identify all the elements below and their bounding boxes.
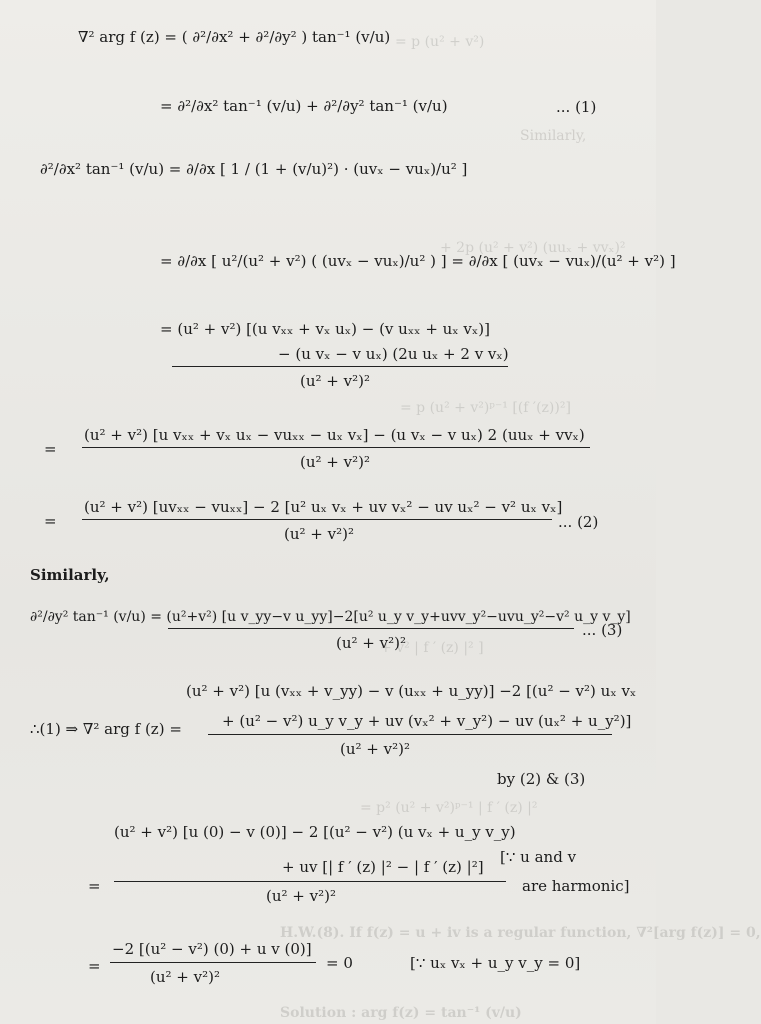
bleed-text: = p (u² + v²) xyxy=(395,34,485,50)
eq-sum-denominator: (u² + v²)² xyxy=(340,740,410,758)
eq-y-denominator: (u² + v²)² xyxy=(336,634,406,652)
eq-split: = ∂²/∂x² tan⁻¹ (v/u) + ∂²/∂y² tan⁻¹ (v/u) xyxy=(160,97,448,115)
fraction-bar xyxy=(114,881,506,882)
eq-x-derivative: ∂²/∂x² tan⁻¹ (v/u) = ∂/∂x [ 1 / (1 + (v/u)²) · (uvₓ − vuₓ)/u² ] xyxy=(40,160,468,178)
fraction-bar xyxy=(82,519,552,520)
bleed-text: = p² (u² + v²)ᵖ⁻¹ | f ′ (z) |² xyxy=(360,800,538,816)
equals-sign: = xyxy=(44,440,57,458)
eq-sum-lhs: ∴(1) ⇒ ∇² arg f (z) = xyxy=(30,720,182,738)
fraction-bar xyxy=(208,734,612,735)
fraction-bar xyxy=(110,962,316,963)
eq-x-numerator-2: − (u vₓ − v uₓ) (2u uₓ + 2 v vₓ) xyxy=(278,345,509,363)
harmonic-note-2: are harmonic] xyxy=(522,877,630,895)
bleed-text: + 2p (u² + v²) (uuₓ + vvₓ)² xyxy=(440,240,626,256)
fraction-bar xyxy=(168,628,574,629)
bleed-text: H.W.(8). If f(z) = u + iv is a regular function, ∇²[arg f(z)] = 0, xyxy=(280,925,761,941)
harmonic-note-1: [∵ u and v xyxy=(500,848,577,866)
eq-sum-numerator-1: (u² + v²) [u (vₓₓ + v_yy) − v (uₓₓ + u_yy)] −2 [(u² − v²) uₓ vₓ xyxy=(186,682,637,700)
bleed-text: Similarly, xyxy=(520,128,587,144)
eq-x-derivative-2: = ∂/∂x [ u²/(u² + v²) ( (uvₓ − vuₓ)/u² ) ] = ∂/∂x [ (uvₓ − vuₓ)/(u² + v²) ] xyxy=(160,252,676,270)
eq-laplacian-arg: ∇² arg f (z) = ( ∂²/∂x² + ∂²/∂y² ) tan⁻¹ (v/u) xyxy=(78,28,391,46)
eq-number-2: ... (2) xyxy=(558,513,599,531)
eq-zero-denominator: (u² + v²)² xyxy=(266,887,336,905)
bleed-text: + v² | f ′ (z) |² ] xyxy=(380,640,484,656)
equals-sign: = xyxy=(88,957,101,975)
eq-expanded-denominator: (u² + v²)² xyxy=(300,453,370,471)
eq-y-derivative: ∂²/∂y² tan⁻¹ (v/u) = (u²+v²) [u v_yy−v u_yy]−2[u² u_y v_y+uvv_y²−uvu_y²−v² u_y v_y] xyxy=(30,609,631,625)
fraction-bar xyxy=(172,366,508,367)
eq-x-numerator-1: = (u² + v²) [(u vₓₓ + vₓ uₓ) − (v uₓₓ + uₓ vₓ)] xyxy=(160,320,490,338)
orthogonality-note: [∵ uₓ vₓ + u_y v_y = 0] xyxy=(410,954,581,972)
bleed-text: = p (u² + v²)ᵖ⁻¹ [(f ′(z))²] xyxy=(400,400,571,416)
eq-number-3: ... (3) xyxy=(582,621,623,639)
similarly-heading: Similarly, xyxy=(30,566,110,584)
eq-expanded-numerator: (u² + v²) [u vₓₓ + vₓ uₓ − vuₓₓ − uₓ vₓ] − (u vₓ − v uₓ) 2 (uuₓ + vvₓ) xyxy=(84,426,585,444)
eq-number-1: ... (1) xyxy=(556,98,597,116)
eq-x-denominator: (u² + v²)² xyxy=(300,372,370,390)
eq-final-denominator: (u² + v²)² xyxy=(150,968,220,986)
equals-sign: = xyxy=(88,877,101,895)
eq-sum-numerator-2: + (u² − v²) u_y v_y + uv (vₓ² + v_y²) − uv (uₓ² + u_y²)] xyxy=(222,712,632,730)
eq-result-2-numerator: (u² + v²) [uvₓₓ − vuₓₓ] − 2 [u² uₓ vₓ + uv vₓ² − uv uₓ² − v² uₓ vₓ] xyxy=(84,498,563,516)
eq-final-numerator: −2 [(u² − v²) (0) + u v (0)] xyxy=(112,940,312,958)
equals-sign: = xyxy=(44,512,57,530)
eq-final-zero: = 0 xyxy=(326,954,353,972)
eq-zero-numerator-1: (u² + v²) [u (0) − v (0)] − 2 [(u² − v²) (u vₓ + u_y v_y) xyxy=(114,823,516,841)
eq-result-2-denominator: (u² + v²)² xyxy=(284,525,354,543)
eq-zero-numerator-2: + uv [| f ′ (z) |² − | f ′ (z) |²] xyxy=(282,858,484,876)
by-2-and-3-note: by (2) & (3) xyxy=(497,770,586,788)
bleed-text: Solution : arg f(z) = tan⁻¹ (v/u) xyxy=(280,1005,522,1021)
fraction-bar xyxy=(82,447,590,448)
